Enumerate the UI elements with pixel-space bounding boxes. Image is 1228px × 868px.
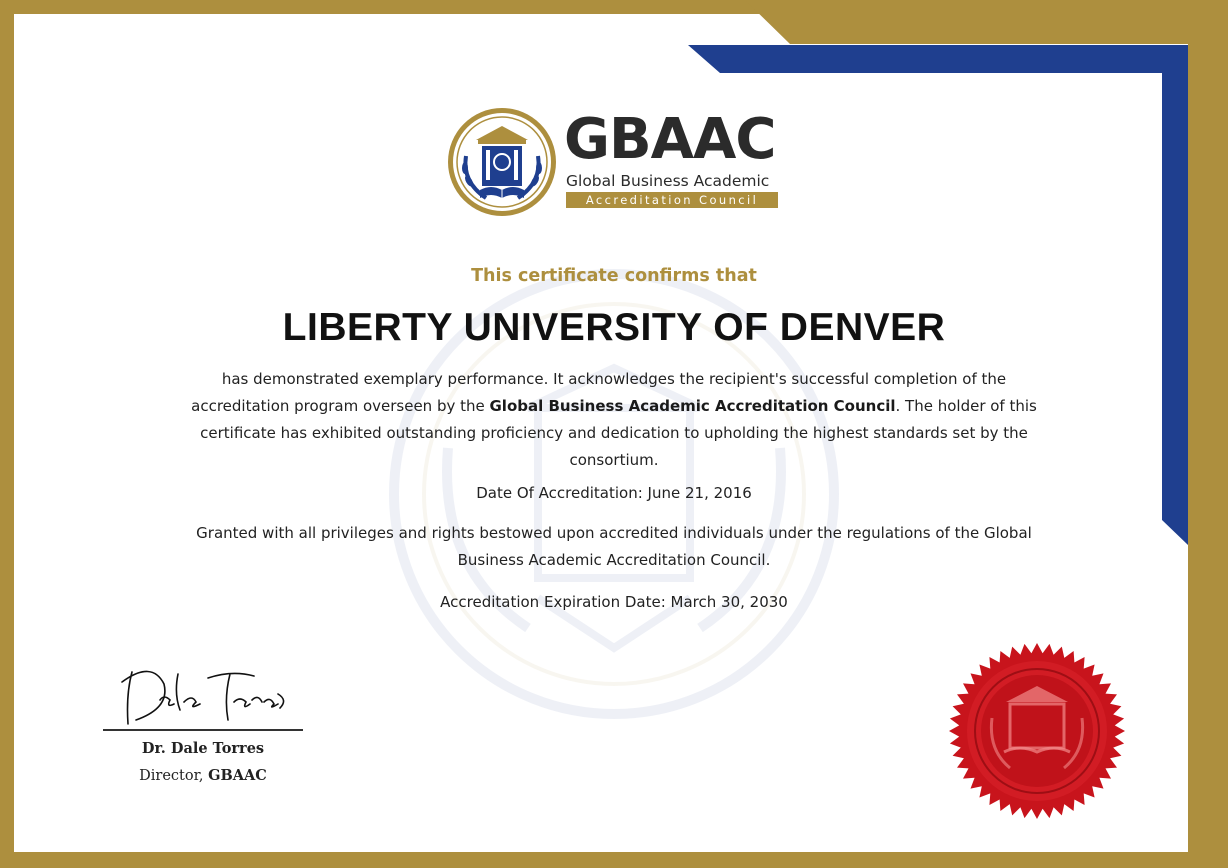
logo-name-line2: Accreditation Council — [566, 192, 778, 208]
signer-title-prefix: Director, — [139, 768, 209, 784]
accreditation-date: Date Of Accreditation: June 21, 2016 — [476, 484, 752, 502]
signature-image — [112, 664, 292, 730]
recipient-name: LIBERTY UNIVERSITY OF DENVER — [282, 306, 946, 349]
body-part2: . The holder of this certificate has exhibited outstanding proficiency and dedication to upholding the highest standards set by the consortium. — [200, 397, 1037, 469]
body-org-name: Global Business Academic Accreditation Council — [489, 397, 896, 415]
gbaac-logo — [446, 106, 786, 222]
body-part1: has demonstrated exemplary performance. It acknowledges the recipient's successful completion of the accreditation program overseen by the — [191, 370, 1007, 415]
logo-acronym: GBAAC — [564, 107, 776, 172]
signer-title-org: GBAAC — [208, 767, 267, 784]
certificate-body — [178, 366, 1050, 474]
certificate-intro: This certificate confirms that — [471, 266, 757, 286]
building-book-laurel-emblem-icon — [446, 106, 558, 218]
signer-name: Dr. Dale Torres — [141, 740, 265, 757]
signer-title — [103, 767, 303, 784]
logo-name-line1: Global Business Academic — [566, 172, 770, 190]
signature-line — [103, 729, 303, 731]
granted-statement: Granted with all privileges and rights bestowed upon accredited individuals under the regulations of the Global Business Academic Accreditation Council. — [196, 524, 1032, 569]
expiration-date: Accreditation Expiration Date: March 30, 2030 — [440, 593, 788, 611]
red-wax-seal-icon — [946, 640, 1128, 822]
